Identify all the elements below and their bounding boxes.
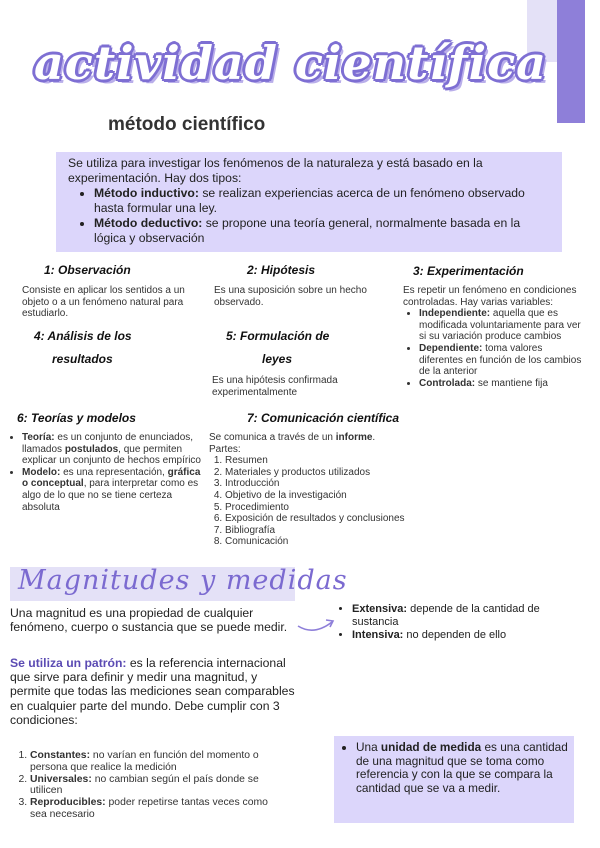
page-subtitle: método científico xyxy=(108,114,266,135)
method-list xyxy=(68,186,554,246)
list-item xyxy=(94,186,554,216)
method-term: Método deductivo: xyxy=(94,216,203,230)
list-item: 8. Comunicación xyxy=(225,536,459,548)
list-item xyxy=(356,741,570,795)
list-item xyxy=(352,629,584,642)
list-item xyxy=(30,774,284,798)
step-6-text xyxy=(6,432,201,513)
condition-desc: poder repetirse tantas veces como sea necesario xyxy=(30,797,268,820)
theory-list xyxy=(6,432,201,513)
type-term: Intensiva: xyxy=(352,629,404,641)
unit-text-b: es una cantidad de una magnitud que se toma como referencia y con la que se compara la cantidad que se va a medir. xyxy=(356,740,568,795)
theory-term: Teoría: xyxy=(22,432,55,443)
variable-desc: toma valores diferentes en función de los cambios de la anterior xyxy=(419,342,582,378)
list-item: 6. Exposición de resultados y conclusiones xyxy=(225,513,459,525)
step-2-text: Es una suposición sobre un hecho observado. xyxy=(214,285,367,308)
model-bold: gráfica o conceptual xyxy=(22,466,201,490)
step-1-text: Consiste en aplicar los sentidos a un objeto o a un fenómeno natural para estudiarlo. xyxy=(22,285,185,320)
list-item: 3. Introducción xyxy=(225,478,459,490)
variable-desc: se mantiene fija xyxy=(475,377,548,389)
intro-paragraph: Se utiliza para investigar los fenómenos de la naturaleza y está basado en la experimentación. Hay dos tipos: xyxy=(68,156,483,185)
step-5-text: Es una hipótesis confirmada experimentalmente xyxy=(212,375,338,398)
step-7-title: 7: Comunicación científica xyxy=(247,411,400,425)
list-item: 5. Procedimiento xyxy=(225,502,459,514)
list-item: 2. Materiales y productos utilizados xyxy=(225,467,459,479)
step-7-intro xyxy=(209,432,459,444)
step-6-title: 6: Teorías y modelos xyxy=(17,411,136,425)
step-5-title-cont: leyes xyxy=(262,352,293,366)
patron-term: Se utiliza un patrón: xyxy=(10,656,127,670)
variable-desc: aquella que es modificada voluntariamente para ver si su variación produce cambios xyxy=(419,308,581,343)
type-desc: no dependen de ello xyxy=(403,629,507,641)
variable-term: Controlada: xyxy=(419,377,476,389)
list-item xyxy=(352,603,584,629)
list-item xyxy=(419,378,588,390)
type-desc: depende de la cantidad de sustancia xyxy=(352,603,540,628)
condition-term: Reproducibles: xyxy=(30,797,106,809)
condition-desc: no cambian según el país donde se utilicen xyxy=(30,773,259,797)
magnitude-types xyxy=(334,603,584,642)
arrow-icon xyxy=(296,612,338,636)
model-desc: es una representación, xyxy=(60,466,168,478)
step-4-title: 4: Análisis de los xyxy=(34,329,132,343)
step-3-title: 3: Experimentación xyxy=(413,264,524,278)
theory-desc: , que permiten explicar un conjunto de hechos empírico xyxy=(22,443,201,467)
variables-list xyxy=(403,308,588,389)
list-item xyxy=(30,750,284,774)
list-item xyxy=(419,343,588,378)
step-2-title: 2: Hipótesis xyxy=(247,263,316,277)
patron-desc: es la referencia internacional que sirve para definir y medir una magnitud, y permite que todas las mediciones sean comparables en cualquier parte del mundo. Debe cumplir con 3 condiciones: xyxy=(10,656,295,727)
variable-term: Dependiente: xyxy=(419,342,483,354)
list-item xyxy=(22,467,201,513)
step-7-intro-b: . xyxy=(372,432,376,443)
conditions-list xyxy=(14,750,284,821)
step-3-intro: Es repetir un fenómeno en condiciones controladas. Hay varias variables: xyxy=(403,285,577,308)
step-3-text xyxy=(403,285,588,389)
magnitude-definition: Una magnitud es una propiedad de cualquier fenómeno, cuerpo o sustancia que se puede medir. xyxy=(10,606,288,635)
types-list xyxy=(334,603,584,642)
magnitudes-title: Magnitudes y medidas xyxy=(18,565,348,596)
model-desc: , para interpretar como es algo de lo que no se tiene certeza absoluta xyxy=(22,478,199,513)
method-desc: se propone una teoría general, normalmente basada en la lógica y observación xyxy=(94,216,521,245)
type-term: Extensiva: xyxy=(352,603,408,615)
method-term: Método inductivo: xyxy=(94,186,199,200)
list-item xyxy=(22,432,201,467)
step-7-intro-bold: informe xyxy=(335,432,373,443)
variable-term: Independiente: xyxy=(419,308,491,320)
unit-text-bold: unidad de medida xyxy=(380,740,482,754)
report-parts-list xyxy=(209,455,459,548)
step-1-title: 1: Observación xyxy=(44,263,131,277)
unit-list xyxy=(342,741,570,795)
step-7-text xyxy=(209,432,459,548)
parts-label: Partes: xyxy=(209,443,241,455)
patron-text xyxy=(10,656,300,727)
condition-desc: no varían en función del momento o persona que realice la medición xyxy=(30,750,259,773)
theory-desc: es un conjunto de enunciados, llamados xyxy=(22,432,194,455)
step-5-title: 5: Formulación de xyxy=(226,329,330,343)
conditions xyxy=(14,750,284,821)
step-4-title-cont: resultados xyxy=(52,352,113,366)
page-title: actividad científica xyxy=(34,36,547,90)
list-item: 4. Objetivo de la investigación xyxy=(225,490,459,502)
intro-text xyxy=(68,156,554,246)
list-item xyxy=(30,797,284,821)
list-item xyxy=(419,308,588,343)
model-term: Modelo: xyxy=(22,466,61,478)
method-desc: se realizan experiencias acerca de un fenómeno observado hasta formular una ley. xyxy=(94,186,525,215)
condition-term: Universales: xyxy=(30,773,92,785)
list-item: 1. Resumen xyxy=(225,455,459,467)
unit-text-a: Una xyxy=(356,740,381,754)
step-7-intro-a: Se comunica a través de un xyxy=(209,432,336,443)
list-item: 7. Bibliografía xyxy=(225,525,459,537)
list-item xyxy=(94,216,554,246)
condition-term: Constantes: xyxy=(30,750,91,761)
unit-definition xyxy=(342,741,570,795)
theory-bold: postulados xyxy=(64,443,119,455)
